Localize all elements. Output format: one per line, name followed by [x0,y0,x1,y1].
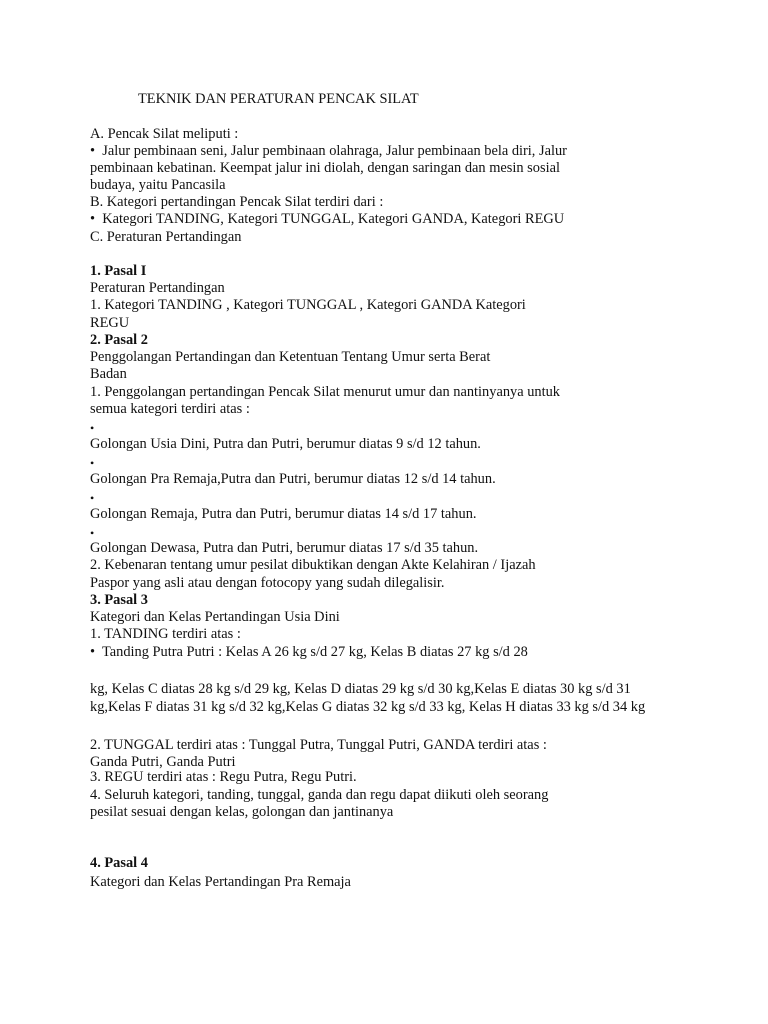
pasal-1-heading: 1. Pasal I [90,263,147,279]
pasal-4-heading: 4. Pasal 4 [90,855,148,871]
golongan-item: Golongan Usia Dini, Putra dan Putri, berumur diatas 9 s/d 12 tahun. [90,436,481,452]
bullet-marker: • [90,526,95,540]
golongan-item: Golongan Remaja, Putra dan Putri, berumur diatas 14 s/d 17 tahun. [90,506,477,522]
section-a-bullet: • Jalur pembinaan seni, Jalur pembinaan olahraga, Jalur pembinaan bela diri, Jalur [90,143,567,159]
section-b-heading: B. Kategori pertandingan Pencak Silat terdiri dari : [90,194,384,210]
pasal-2-text: semua kategori terdiri atas : [90,401,250,417]
bullet-marker: • [90,456,95,470]
pasal-3-text: 3. REGU terdiri atas : Regu Putra, Regu Putri. [90,769,357,785]
tanding-classes: kg, Kelas C diatas 28 kg s/d 29 kg, Kelas D diatas 29 kg s/d 30 kg,Kelas E diatas 30 kg s/d 31 [90,681,631,697]
pasal-3-text: 2. TUNGGAL terdiri atas : Tunggal Putra, Tunggal Putri, GANDA terdiri atas : [90,737,547,753]
section-c-heading: C. Peraturan Pertandingan [90,229,242,245]
pasal-3-text: Kategori dan Kelas Pertandingan Usia Dini [90,609,340,625]
golongan-item: Golongan Pra Remaja,Putra dan Putri, berumur diatas 12 s/d 14 tahun. [90,471,496,487]
pasal-3-text: Ganda Putri, Ganda Putri [90,754,236,770]
pasal-1-text: REGU [90,315,130,331]
pasal-2-heading: 2. Pasal 2 [90,332,148,348]
bullet-marker: • [90,491,95,505]
tanding-classes: kg,Kelas F diatas 31 kg s/d 32 kg,Kelas G diatas 32 kg s/d 33 kg, Kelas H diatas 33 kg s/d 34 kg [90,699,646,715]
tanding-bullet: • Tanding Putra Putri : Kelas A 26 kg s/d 27 kg, Kelas B diatas 27 kg s/d 28 [90,644,528,660]
pasal-3-text: 4. Seluruh kategori, tanding, tunggal, ganda dan regu dapat diikuti oleh seorang [90,787,549,803]
pasal-2-text: 1. Penggolangan pertandingan Pencak Silat menurut umur dan nantinyanya untuk [90,384,560,400]
pasal-4-text: Kategori dan Kelas Pertandingan Pra Remaja [90,874,351,890]
pasal-3-heading: 3. Pasal 3 [90,592,148,608]
pasal-1-text: 1. Kategori TANDING , Kategori TUNGGAL , Kategori GANDA Kategori [90,297,526,313]
pasal-2-text: 2. Kebenaran tentang umur pesilat dibuktikan dengan Akte Kelahiran / Ijazah [90,557,536,573]
section-a-text: pembinaan kebatinan. Keempat jalur ini diolah, dengan saringan dan mesin sosial [90,160,560,176]
bullet-marker: • [90,421,95,435]
pasal-2-text: Penggolangan Pertandingan dan Ketentuan Tentang Umur serta Berat [90,349,491,365]
document-title: TEKNIK DAN PERATURAN PENCAK SILAT [138,91,419,107]
pasal-3-text: pesilat sesuai dengan kelas, golongan dan jantinanya [90,804,394,820]
pasal-2-text: Paspor yang asli atau dengan fotocopy yang sudah dilegalisir. [90,575,445,591]
golongan-item: Golongan Dewasa, Putra dan Putri, berumur diatas 17 s/d 35 tahun. [90,540,479,556]
pasal-3-text: 1. TANDING terdiri atas : [90,626,241,642]
pasal-1-text: Peraturan Pertandingan [90,280,225,296]
section-a-text: budaya, yaitu Pancasila [90,177,226,193]
pasal-2-text: Badan [90,366,127,382]
section-a-heading: A. Pencak Silat meliputi : [90,126,239,142]
section-b-bullet: • Kategori TANDING, Kategori TUNGGAL, Kategori GANDA, Kategori REGU [90,211,565,227]
